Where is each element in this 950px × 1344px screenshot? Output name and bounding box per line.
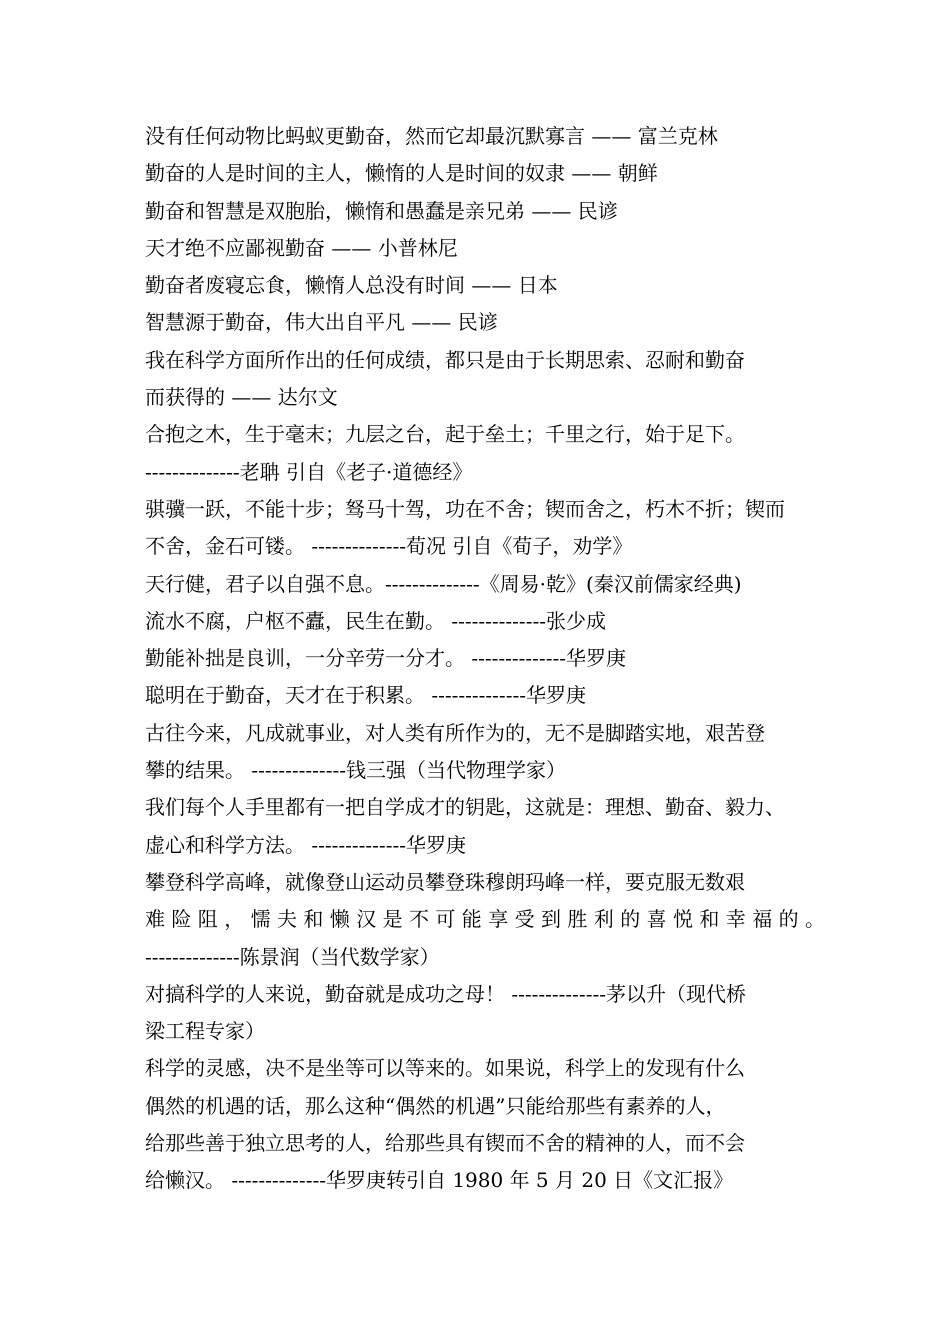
quote-line-15: 勤能补拙是良训，一分辛劳一分才。 --------------华罗庚: [145, 646, 626, 671]
quote-line-16: 聪明在于勤奋，天才在于积累。 --------------华罗庚: [145, 683, 586, 708]
quote-line-27: 偶然的机遇的话，那么这种“偶然的机遇”只能给那些有素养的人，: [145, 1093, 726, 1118]
quote-line-29: 给懒汉。 --------------华罗庚转引自 1980 年 5 月 20 日《文汇报》: [145, 1168, 734, 1193]
quote-line-5: 勤奋者废寝忘食，懒惰人总没有时间 —— 日本: [145, 273, 558, 298]
quote-line-2: 勤奋的人是时间的主人，懒惰的人是时间的奴隶 —— 朝鲜: [145, 161, 658, 186]
quote-line-20: 虚心和科学方法。 --------------华罗庚: [145, 832, 466, 857]
quote-line-24: 对搞科学的人来说，勤奋就是成功之母！ --------------茅以升（现代桥: [145, 981, 746, 1006]
quote-line-14: 流水不腐，户枢不蠹，民生在勤。 --------------张少成: [145, 608, 606, 633]
quote-line-10: --------------老聃 引自《老子·道德经》: [145, 459, 473, 484]
quote-line-13: 天行健，君子以自强不息。--------------《周易·乾》(秦汉前儒家经典): [145, 571, 742, 596]
quote-line-26: 科学的灵感，决不是坐等可以等来的。如果说，科学上的发现有什么: [145, 1056, 745, 1081]
quote-line-6: 智慧源于勤奋，伟大出自平凡 —— 民谚: [145, 310, 498, 335]
quote-line-25: 梁工程专家）: [145, 1019, 265, 1044]
document-body: [145, 118, 825, 1200]
quote-line-17: 古往今来，凡成就事业，对人类有所作为的，无不是脚踏实地，艰苦登: [145, 720, 765, 745]
quote-line-11: 骐骥一跃，不能十步；驽马十驾，功在不舍；锲而舍之，朽木不折；锲而: [145, 496, 785, 521]
quote-line-4: 天才绝不应鄙视勤奋 —— 小普林尼: [145, 235, 458, 260]
quote-line-22: 难险阻，懦夫和懒汉是不可能享受到胜利的喜悦和幸福的。: [145, 907, 825, 932]
quote-line-18: 攀的结果。 --------------钱三强（当代物理学家）: [145, 758, 566, 783]
quote-line-1: 没有任何动物比蚂蚁更勤奋，然而它却最沉默寡言 —— 富兰克林: [145, 124, 718, 148]
quote-line-21: 攀登科学高峰，就像登山运动员攀登珠穆朗玛峰一样，要克服无数艰: [145, 869, 745, 894]
quote-line-3: 勤奋和智慧是双胞胎，懒惰和愚蠢是亲兄弟 —— 民谚: [145, 198, 618, 223]
quote-line-28: 给那些善于独立思考的人，给那些具有锲而不舍的精神的人，而不会: [145, 1131, 745, 1156]
quote-line-9: 合抱之木，生于毫末；九层之台，起于垒土；千里之行，始于足下。: [145, 422, 745, 447]
quote-line-23: --------------陈景润（当代数学家）: [145, 944, 440, 969]
quote-line-7: 我在科学方面所作出的任何成绩，都只是由于长期思索、忍耐和勤奋: [145, 347, 745, 372]
quote-line-19: 我们每个人手里都有一把自学成才的钥匙，这就是：理想、勤奋、毅力、: [145, 795, 785, 820]
quote-line-8: 而获得的 —— 达尔文: [145, 385, 338, 410]
quote-line-12: 不舍，金石可镂。 --------------荀况 引自《荀子，劝学》: [145, 534, 633, 559]
